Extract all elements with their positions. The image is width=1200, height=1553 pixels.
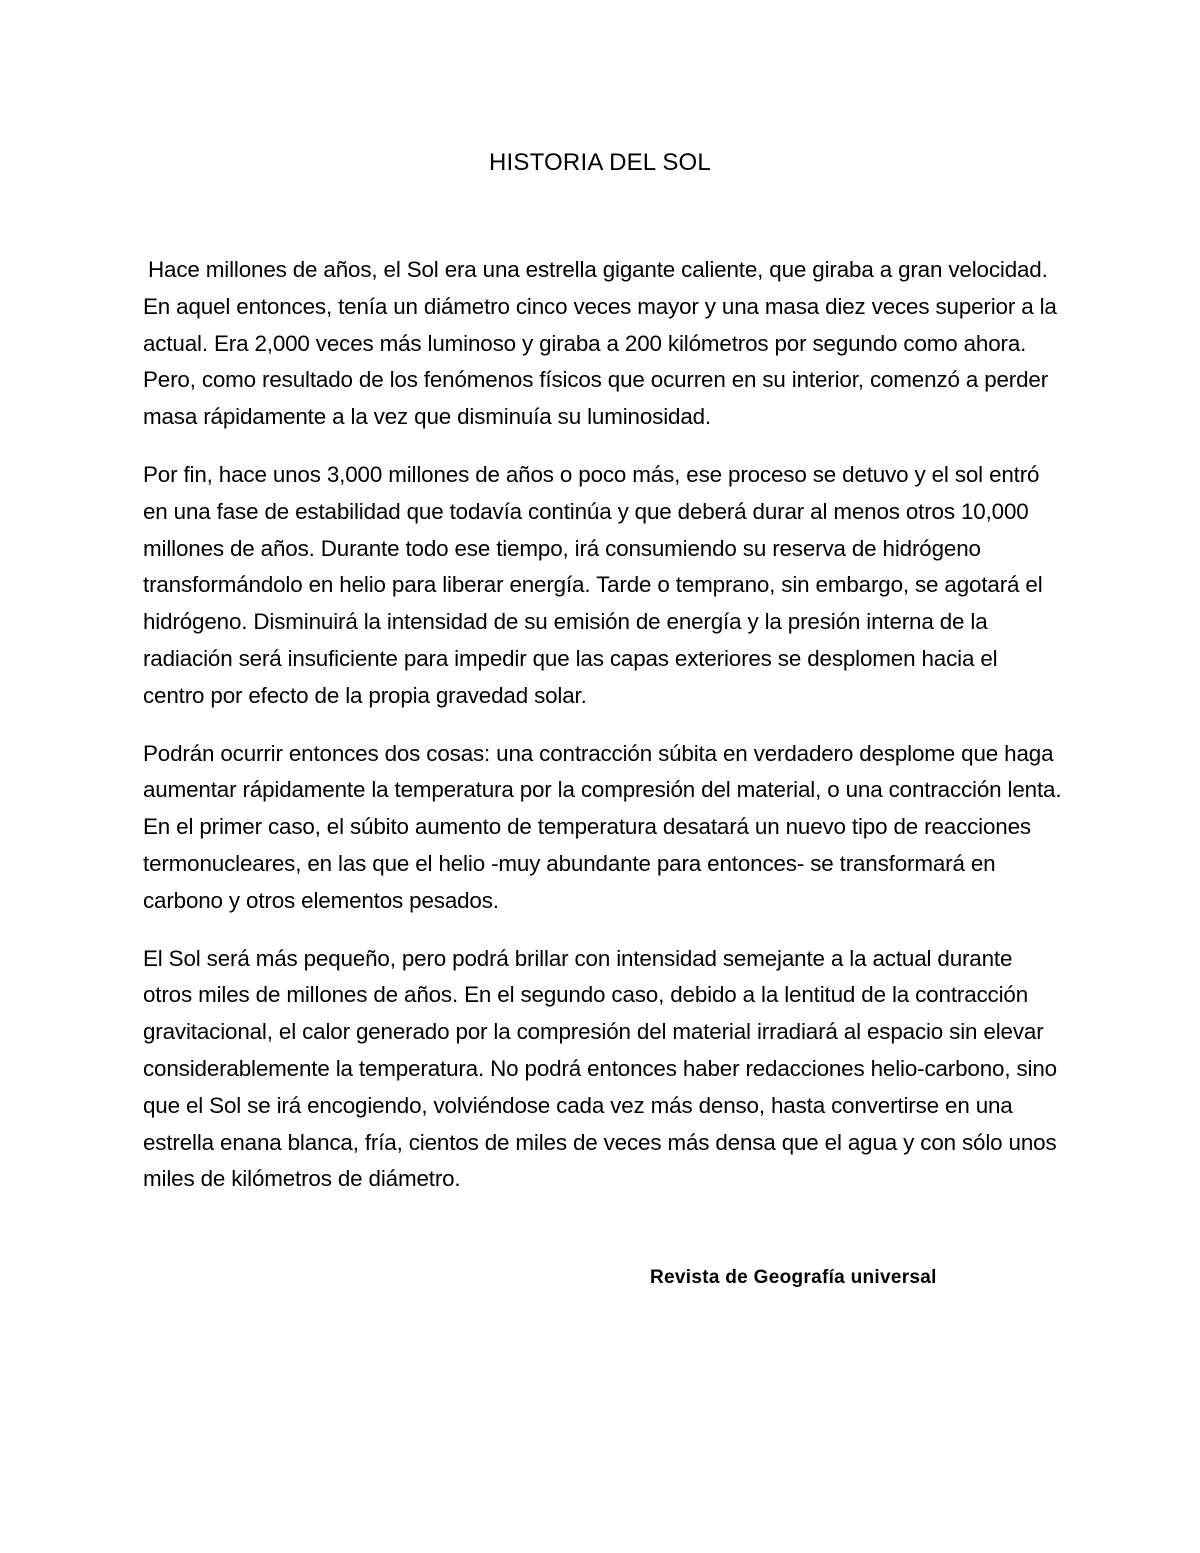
paragraph-2: Por fin, hace unos 3,000 millones de años o poco más, ese proceso se detuvo y el sol entró en una fase de estabilidad que todavía continúa y que deberá durar al menos otros 10,000 millones de años. Durante todo ese tiempo, irá consumiendo su reserva de hidrógeno transformándolo en helio para liberar energía. Tarde o temprano, sin embargo, se agotará el hidrógeno. Disminuirá la intensidad de su emisión de energía y la presión interna de la radiación será insuficiente para impedir que las capas exteriores se desplomen hacia el centro por efecto de la propia gravedad solar. [143, 461, 1043, 708]
paragraph-3: Podrán ocurrir entonces dos cosas: una contracción súbita en verdadero desplome que haga aumentar rápidamente la temperatura por la compresión del material, o una contracción lenta. En el primer caso, el súbito aumento de temperatura desatará un nuevo tipo de reacciones termonucleares, en las que el helio -muy abundante para entonces- se transformará en carbono y otros elementos pesados. [143, 740, 1062, 913]
document-title: HISTORIA DEL SOL [489, 149, 711, 176]
paragraph-4: El Sol será más pequeño, pero podrá brillar con intensidad semejante a la actual durante otros miles de millones de años. En el segundo caso, debido a la lentitud de la contracción gravitacional, el calor generado por la compresión del material irradiará al espacio sin elevar considerablemente la temperatura. No podrá entonces haber redacciones helio-carbono, sino que el Sol se irá encogiendo, volviéndose cada vez más denso, hasta convertirse en una estrella enana blanca, fría, cientos de miles de veces más densa que el agua y con sólo unos miles de kilómetros de diámetro. [143, 945, 1057, 1192]
source-attribution: Revista de Geografía universal [650, 1267, 937, 1288]
paragraph-1: Hace millones de años, el Sol era una estrella gigante caliente, que giraba a gran velocidad. En aquel entonces, tenía un diámetro cinco veces mayor y una masa diez veces superior a la actual. Era 2,000 veces más luminoso y giraba a 200 kilómetros por segundo como ahora. Pero, como resultado de los fenómenos físicos que ocurren en su interior, comenzó a perder masa rápidamente a la vez que disminuía su luminosidad. [143, 257, 1057, 430]
document-body [143, 252, 1063, 1219]
